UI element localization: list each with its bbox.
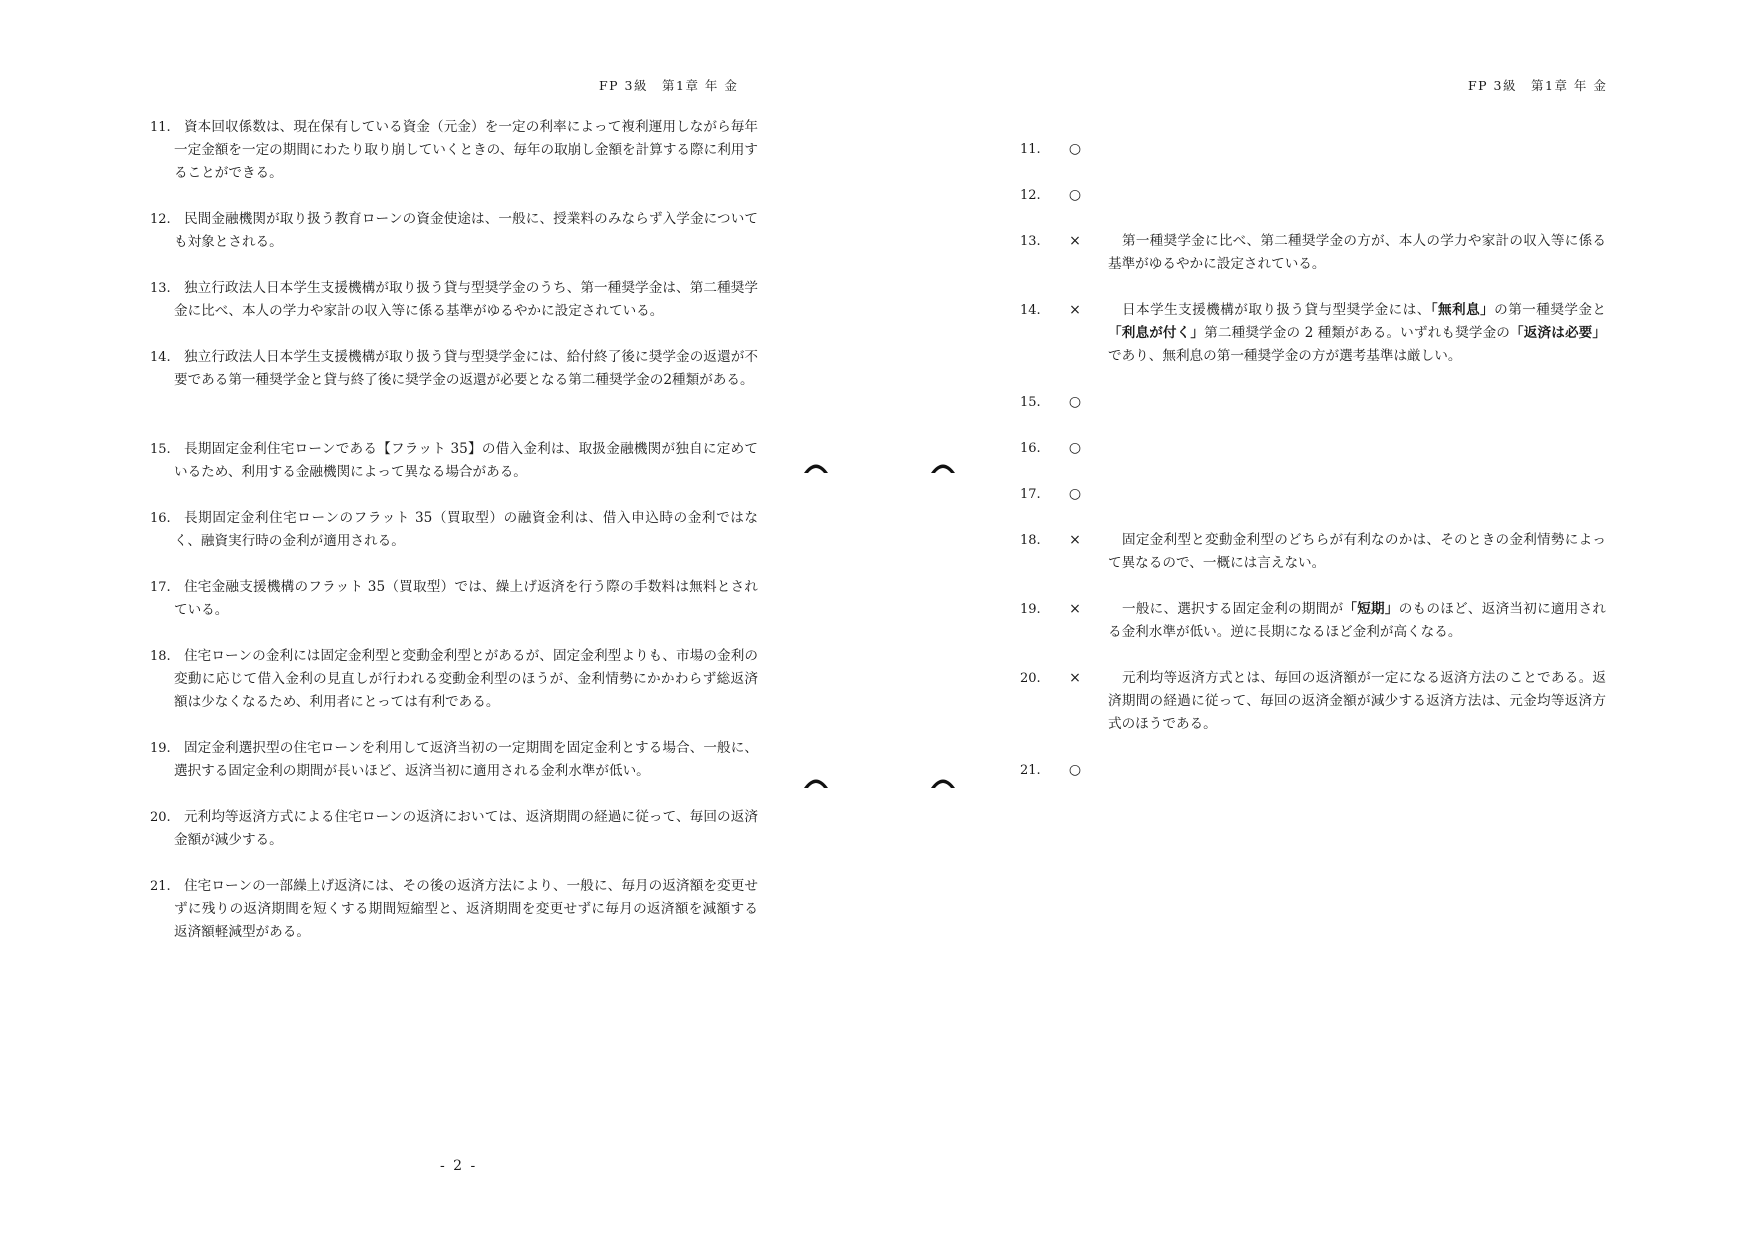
question-item: [150, 346, 758, 392]
binder-hole-icon: [930, 460, 956, 474]
answer-explanation: [1108, 529, 1606, 575]
answer-number: 21.: [1020, 763, 1041, 778]
question-text: 資本回収係数は、現在保有している資金（元金）を一定の利率によって複利運用しながら毎年一定金額を一定の期間にわたり取り崩していくときの、毎年の取崩し金額を計算する際に利用することができる。: [174, 119, 758, 181]
question-text: 独立行政法人日本学生支援機構が取り扱う貸与型奨学金には、給付終了後に奨学金の返還が不要である第一種奨学金と貸与終了後に奨学金の返還が必要となる第二種奨学金の2種類がある。: [174, 349, 758, 388]
explanation-text: のものほど、返済当初に適用される金利水準が低い。逆に長期になるほど金利が高くなる。: [1108, 601, 1607, 640]
answer-mark-icon: ○: [1068, 486, 1082, 502]
question-item: [150, 737, 758, 783]
question-number: 19.: [150, 741, 171, 756]
explanation-text: 日本学生支援機構が取り扱う貸与型奨学金には、: [1122, 302, 1431, 318]
question-item: [150, 806, 758, 852]
answer-mark-icon: ×: [1069, 302, 1081, 318]
answer-mark-icon: ○: [1068, 394, 1082, 410]
question-item: [150, 875, 758, 944]
answer-explanation: [1108, 598, 1606, 644]
answer-number: 16.: [1020, 441, 1041, 456]
answer-mark-icon: ×: [1069, 233, 1081, 249]
binder-hole-icon: [803, 460, 829, 474]
emphasis-text: 「短期」: [1343, 601, 1399, 617]
question-item: [150, 438, 758, 484]
question-number: 12.: [150, 212, 171, 227]
explanation-text: の第一種奨学金と: [1494, 302, 1607, 318]
answer-mark-icon: ○: [1068, 440, 1082, 456]
answer-number: 12.: [1020, 188, 1041, 203]
binder-hole-icon: [803, 775, 829, 789]
left-page-header: FP 3級 第1章 年 金: [599, 78, 739, 93]
answer-number: 15.: [1020, 395, 1041, 410]
answer-mark-icon: ○: [1068, 141, 1082, 157]
right-page-header: FP 3級 第1章 年 金: [1468, 78, 1608, 93]
answer-number: 13.: [1020, 234, 1041, 249]
question-text: 長期固定金利住宅ローンである【フラット 35】の借入金利は、取扱金融機関が独自に定めているため、利用する金融機関によって異なる場合がある。: [174, 441, 758, 480]
question-text: 元利均等返済方式による住宅ローンの返済においては、返済期間の経過に従って、毎回の返済金額が減少する。: [174, 809, 758, 848]
question-number: 18.: [150, 649, 171, 664]
question-number: 21.: [150, 879, 171, 894]
left-page-questions: [0, 0, 790, 1241]
page-number: - 2 -: [440, 1158, 478, 1174]
right-page-answers: [990, 0, 1755, 1241]
answer-explanation: [1108, 230, 1606, 276]
binder-hole-icon: [930, 775, 956, 789]
explanation-text: 一般に、選択する固定金利の期間が: [1122, 601, 1344, 617]
answer-mark-icon: ×: [1069, 601, 1081, 617]
answer-number: 17.: [1020, 487, 1041, 502]
explanation-text: であり、無利息の第一種奨学金の方が選考基準は厳しい。: [1108, 348, 1462, 364]
question-number: 13.: [150, 281, 171, 296]
answer-explanation: [1108, 299, 1606, 368]
question-text: 住宅ローンの一部繰上げ返済には、その後の返済方法により、一般に、毎月の返済額を変更せずに残りの返済期間を短くする期間短縮型と、返済期間を変更せずに毎月の返済額を減額する返済額軽減型がある。: [174, 878, 758, 940]
question-text: 民間金融機関が取り扱う教育ローンの資金使途は、一般に、授業料のみならず入学金についても対象とされる。: [174, 211, 758, 250]
emphasis-text: 「利息が付く」: [1108, 325, 1205, 341]
question-number: 16.: [150, 511, 171, 526]
question-text: 固定金利選択型の住宅ローンを利用して返済当初の一定期間を固定金利とする場合、一般に、選択する固定金利の期間が長いほど、返済当初に適用される金利水準が低い。: [174, 740, 758, 779]
answer-number: 11.: [1020, 142, 1041, 157]
question-number: 15.: [150, 442, 171, 457]
answer-number: 19.: [1020, 602, 1041, 617]
question-text: 長期固定金利住宅ローンのフラット 35（買取型）の融資金利は、借入申込時の金利ではなく、融資実行時の金利が適用される。: [174, 510, 758, 549]
emphasis-text: 「無利息」: [1430, 302, 1495, 318]
explanation-text: 第一種奨学金に比べ、第二種奨学金の方が、本人の学力や家計の収入等に係る基準がゆるやかに設定されている。: [1108, 233, 1606, 272]
explanation-text: 元利均等返済方式とは、毎回の返済額が一定になる返済方法のことである。返済期間の経過に従って、毎回の返済金額が減少する返済方法は、元金均等返済方式のほうである。: [1108, 670, 1606, 732]
explanation-text: 第二種奨学金の 2 種類がある。いずれも奨学金の: [1204, 325, 1511, 341]
question-text: 独立行政法人日本学生支援機構が取り扱う貸与型奨学金のうち、第一種奨学金は、第二種奨学金に比べ、本人の学力や家計の収入等に係る基準がゆるやかに設定されている。: [174, 280, 758, 319]
answer-mark-icon: ○: [1068, 187, 1082, 203]
question-item: [150, 576, 758, 622]
question-item: [150, 507, 758, 553]
question-number: 20.: [150, 810, 171, 825]
question-item: [150, 208, 758, 254]
question-number: 11.: [150, 120, 171, 135]
answer-mark-icon: ×: [1069, 670, 1081, 686]
question-number: 14.: [150, 350, 171, 365]
answer-mark-icon: ×: [1069, 532, 1081, 548]
answer-number: 18.: [1020, 533, 1041, 548]
explanation-text: 固定金利型と変動金利型のどちらが有利なのかは、そのときの金利情勢によって異なるので、一概には言えない。: [1108, 532, 1606, 571]
answer-number: 14.: [1020, 303, 1041, 318]
question-text: 住宅金融支援機構のフラット 35（買取型）では、繰上げ返済を行う際の手数料は無料とされている。: [174, 579, 758, 618]
emphasis-text: 「返済は必要」: [1510, 325, 1607, 341]
answer-mark-icon: ○: [1068, 762, 1082, 778]
answer-number: 20.: [1020, 671, 1041, 686]
answer-explanation: [1108, 667, 1606, 736]
question-item: [150, 116, 758, 185]
question-text: 住宅ローンの金利には固定金利型と変動金利型とがあるが、固定金利型よりも、市場の金利の変動に応じて借入金利の見直しが行われる変動金利型のほうが、金利情勢にかかわらず総返済額は少なくなるため、利用者にとっては有利である。: [174, 648, 758, 710]
question-item: [150, 277, 758, 323]
question-number: 17.: [150, 580, 171, 595]
question-item: [150, 645, 758, 714]
